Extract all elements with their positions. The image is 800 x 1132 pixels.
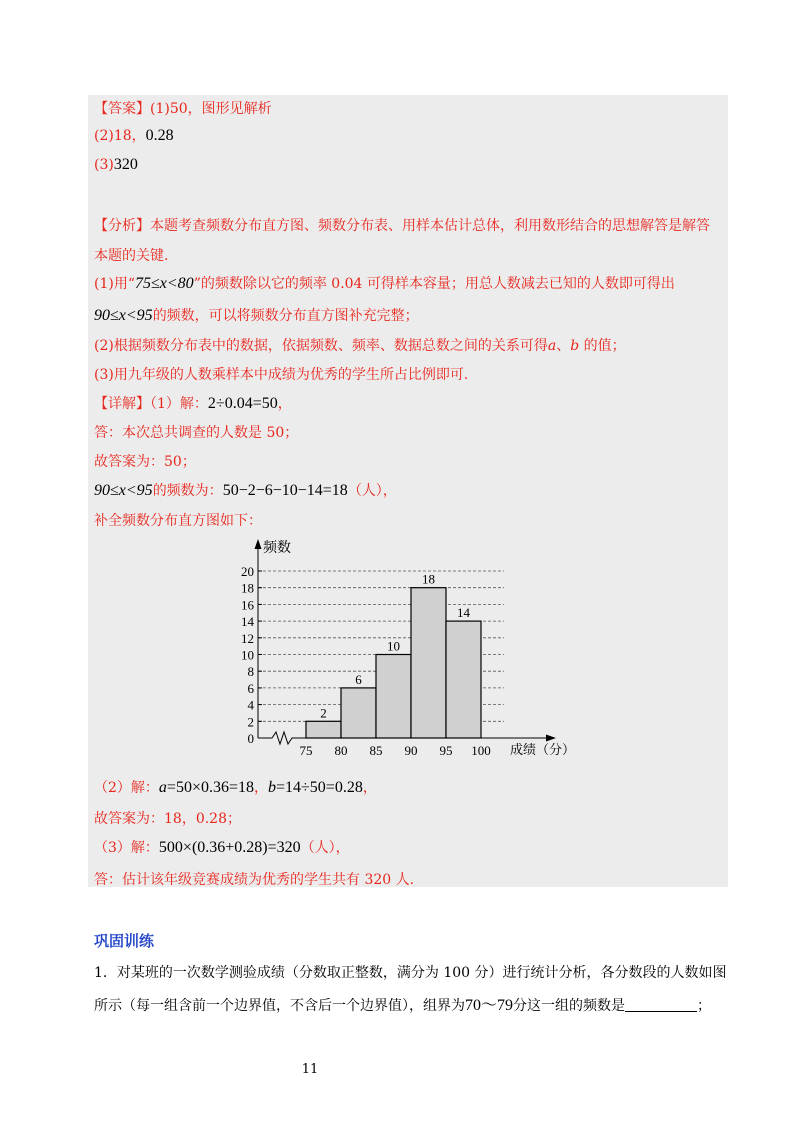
analysis-text-3a: (1)用“ <box>94 276 135 292</box>
detail-step3-prefix: （3）解： <box>94 840 159 856</box>
y-tick-label: 12 <box>241 630 254 646</box>
x-tick-label: 75 <box>299 743 313 758</box>
x-tick-label: 100 <box>471 743 491 758</box>
analysis-text-4: 的频数，可以将频数分布直方图补充完整； <box>152 308 419 324</box>
analysis-text-5-end: 的值； <box>579 338 626 354</box>
analysis-text-3b: ”的频数除以它的频率 0.04 可得样本容量；用总人数减去已知的人数即可得出 <box>193 276 675 292</box>
detail-final1: 故答案为：50； <box>94 454 196 470</box>
answer-part2-value: 0.28 <box>145 127 174 144</box>
detail-freq-end: ， <box>382 483 397 499</box>
answer-part3-prefix: (3) <box>94 157 114 173</box>
histogram-bars <box>306 588 481 738</box>
histogram-bar <box>306 721 341 738</box>
detail-line-9 <box>94 870 414 890</box>
x-tick-label: 80 <box>334 743 348 758</box>
detail-step2-prefix: （2）解： <box>94 780 159 796</box>
y-tick-label: 10 <box>241 647 254 663</box>
y-tick-label: 14 <box>241 614 254 630</box>
page-number: 11 <box>301 1062 319 1077</box>
practice-q1-text-2a: 所示（每一组含前一个边界值，不含后一个边界值），组界为 <box>94 998 465 1014</box>
detail-step3-math: 500×(0.36+0.28)=320 <box>158 839 301 856</box>
answer-blank[interactable] <box>625 997 697 1012</box>
x-tick-labels <box>300 743 491 758</box>
y-axis-label: 频数 <box>263 541 291 556</box>
x-tick-label: 95 <box>439 743 453 758</box>
detail-step3-unit: （人） <box>300 840 336 856</box>
detail-label: 【详解】 <box>94 396 150 412</box>
detail-ans1: 答：本次总共调查的人数是 50； <box>94 425 299 441</box>
data-label: 2 <box>320 705 327 721</box>
detail-complete: 补全频数分布直方图如下： <box>94 513 262 529</box>
practice-q1-line-2 <box>94 996 711 1016</box>
analysis-line-3 <box>94 274 675 294</box>
detail-step2-end: ， <box>362 780 377 796</box>
analysis-text-6: (3)用九年级的人数乘样本中成绩为优秀的学生所占比例即可. <box>94 367 469 383</box>
analysis-line-4 <box>94 306 419 326</box>
y-axis-arrow-icon <box>255 539 262 549</box>
answer-line-2 <box>94 126 174 146</box>
histogram-bar <box>446 621 481 738</box>
histogram-bar <box>376 655 411 739</box>
analysis-var-a: a <box>547 338 557 354</box>
answer-part1: (1)50，图形见解析 <box>150 101 272 117</box>
data-label: 18 <box>422 571 435 587</box>
answer-line-1 <box>94 99 272 119</box>
frequency-histogram <box>228 533 588 763</box>
histogram-bar <box>341 688 376 738</box>
analysis-line-6 <box>94 365 468 385</box>
y-tick-labels <box>241 564 255 746</box>
practice-q1-end: ； <box>697 998 712 1014</box>
y-tick-label: 18 <box>241 580 254 596</box>
detail-step1-prefix: （1）解： <box>150 396 208 412</box>
detail-line-7 <box>94 809 241 829</box>
detail-line-8 <box>94 838 350 858</box>
practice-heading: 巩固训练 <box>94 932 155 950</box>
detail-step3-end: ， <box>335 840 350 856</box>
analysis-text-5: (2)根据频数分布表中的数据，依据频数、频率、数据总数之间的关系可得 <box>94 338 548 354</box>
detail-line-5 <box>94 511 262 531</box>
analysis-text-2: 本题的关键. <box>94 248 169 264</box>
detail-ans3: 答：估计该年级竞赛成绩为优秀的学生共有 320 人. <box>94 872 415 888</box>
y-tick-label: 2 <box>247 714 254 730</box>
analysis-text-1: 本题考查频数分布直方图、频数分布表、用样本估计总体，利用数形结合的思想解答是解答 <box>150 218 710 234</box>
x-axis-label: 成绩（分） <box>510 742 576 757</box>
detail-step1-end: ， <box>277 396 292 412</box>
detail-line-6 <box>94 778 377 798</box>
detail-final2: 故答案为：18，0.28； <box>94 811 241 827</box>
detail-freq-math: 90≤x<95 <box>94 482 153 499</box>
practice-q1-math: 70～79 <box>465 997 514 1014</box>
answer-part2-prefix: (2)18， <box>94 128 146 144</box>
y-tick-label: 16 <box>241 597 254 613</box>
answer-label: 【答案】 <box>94 101 150 117</box>
analysis-math-4: 90≤x<95 <box>94 307 153 324</box>
detail-line-4 <box>94 481 397 501</box>
detail-step2-math2: =14÷50=0.28 <box>276 779 363 796</box>
analysis-sep: 、 <box>556 338 571 354</box>
detail-line-3 <box>94 452 196 472</box>
analysis-label: 【分析】 <box>94 218 150 234</box>
answer-part3-value: 320 <box>113 156 138 173</box>
practice-q1-text-2b: 分这一组的频数是 <box>513 998 626 1014</box>
data-label: 14 <box>457 605 470 621</box>
answer-line-3 <box>94 155 138 175</box>
practice-q1-line-1 <box>94 963 727 983</box>
detail-freq-calc: 50−2−6−10−14=18 <box>222 482 348 499</box>
analysis-var-b: b <box>570 338 580 354</box>
y-tick-label: 8 <box>247 664 254 680</box>
detail-line-1 <box>94 394 292 414</box>
detail-step2-b: b <box>268 779 276 796</box>
detail-freq-text: 的频数为： <box>152 483 223 499</box>
detail-step2-a: a <box>158 779 167 796</box>
analysis-math-3: 75≤x<80 <box>135 275 194 292</box>
histogram-bar <box>411 588 446 738</box>
analysis-line-2 <box>94 246 168 266</box>
y-tick-label: 0 <box>247 731 254 746</box>
analysis-line-5 <box>94 336 626 356</box>
analysis-line-1 <box>94 216 710 236</box>
data-label: 6 <box>355 671 362 687</box>
x-tick-label: 90 <box>404 743 418 758</box>
detail-step2-math1: =50×0.36=18 <box>166 779 254 796</box>
x-axis-arrow-icon <box>546 735 556 742</box>
data-label: 10 <box>387 638 400 654</box>
detail-step2-sep: ， <box>254 780 268 796</box>
detail-line-2 <box>94 423 298 443</box>
detail-freq-unit: （人） <box>347 483 383 499</box>
practice-q1-text-1: 1．对某班的一次数学测验成绩（分数取正整数，满分为 100 分）进行统计分析，各分数段的人数如图 <box>94 965 727 981</box>
y-tick-label: 20 <box>241 564 254 579</box>
y-tick-label: 6 <box>247 680 254 696</box>
detail-step1-math: 2÷0.04=50 <box>207 395 278 412</box>
y-tick-label: 4 <box>247 697 254 713</box>
x-tick-label: 85 <box>369 743 383 758</box>
